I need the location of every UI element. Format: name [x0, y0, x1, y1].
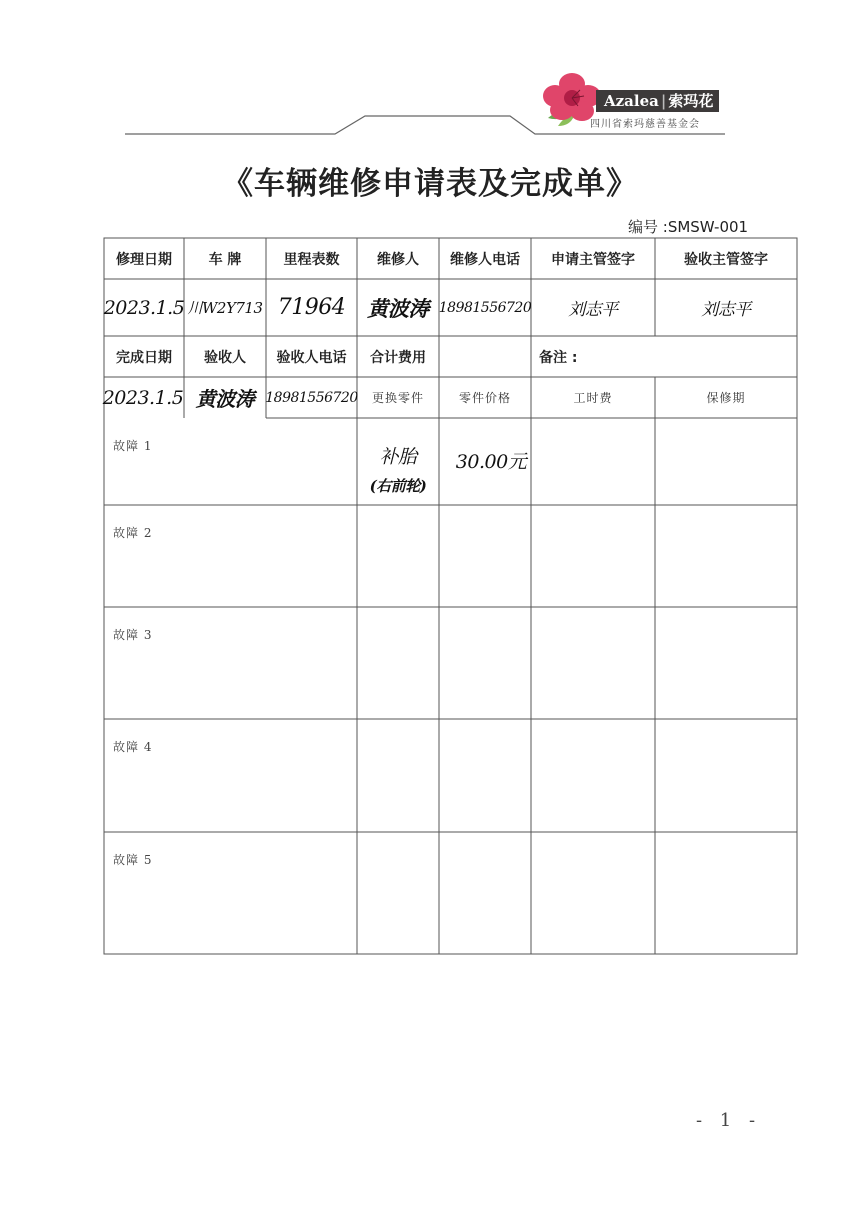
header-plate: 车 牌 — [208, 251, 242, 268]
fault-1-part-line2: (右前轮) — [369, 476, 427, 495]
header-repair-date: 修理日期 — [116, 251, 172, 268]
value-apply-supervisor: 刘志平 — [568, 300, 618, 320]
value-inspector-phone: 18981556720 — [265, 389, 358, 406]
header-labor-cost: 工时费 — [573, 391, 613, 405]
header-mileage: 里程表数 — [283, 251, 340, 268]
header-inspector: 验收人 — [204, 349, 246, 366]
value-repair-date: 2023.1.5 — [103, 296, 185, 319]
header-replace-parts: 更换零件 — [371, 391, 424, 405]
header-total-cost: 合计费用 — [370, 349, 426, 366]
header-parts-price: 零件价格 — [458, 391, 511, 405]
value-complete-date: 2023.1.5 — [102, 386, 184, 409]
fault-label: 故障 2 — [113, 526, 153, 540]
value-repairer: 黄波涛 — [367, 295, 429, 321]
value-repairer-phone: 18981556720 — [438, 299, 532, 316]
page-title: 《车辆维修申请表及完成单》 — [222, 166, 638, 202]
value-inspector: 黄波涛 — [195, 387, 255, 411]
logo-org-name: 四川省索玛慈善基金会 — [590, 119, 700, 130]
header-repairer: 维修人 — [377, 251, 419, 268]
value-plate: 川W2Y713 — [187, 299, 263, 317]
header-accept-supervisor: 验收主管签字 — [684, 251, 768, 268]
header-warranty: 保修期 — [706, 391, 746, 405]
serial-number: 编号 :SMSW-001 — [628, 218, 749, 236]
header-repairer-phone: 维修人电话 — [450, 251, 520, 268]
fault-1-part-line1: 补胎 — [379, 445, 417, 468]
fault-label: 故障 5 — [113, 853, 153, 867]
fault-label: 故障 3 — [113, 628, 153, 642]
value-accept-supervisor: 刘志平 — [701, 300, 751, 320]
fault-label: 故障 1 — [113, 439, 153, 453]
header-inspector-phone: 验收人电话 — [276, 349, 347, 366]
fault-label: 故障 4 — [113, 740, 153, 754]
header-complete-date: 完成日期 — [116, 349, 172, 366]
header-remarks: 备注 : — [539, 349, 578, 366]
value-mileage: 71964 — [277, 295, 346, 320]
fault-1-price: 30.00元 — [455, 450, 527, 473]
header-apply-supervisor: 申请主管签字 — [551, 251, 635, 268]
logo-brand: Azalea | 索玛花 — [596, 90, 719, 112]
page-number: - 1 - — [696, 1110, 762, 1131]
